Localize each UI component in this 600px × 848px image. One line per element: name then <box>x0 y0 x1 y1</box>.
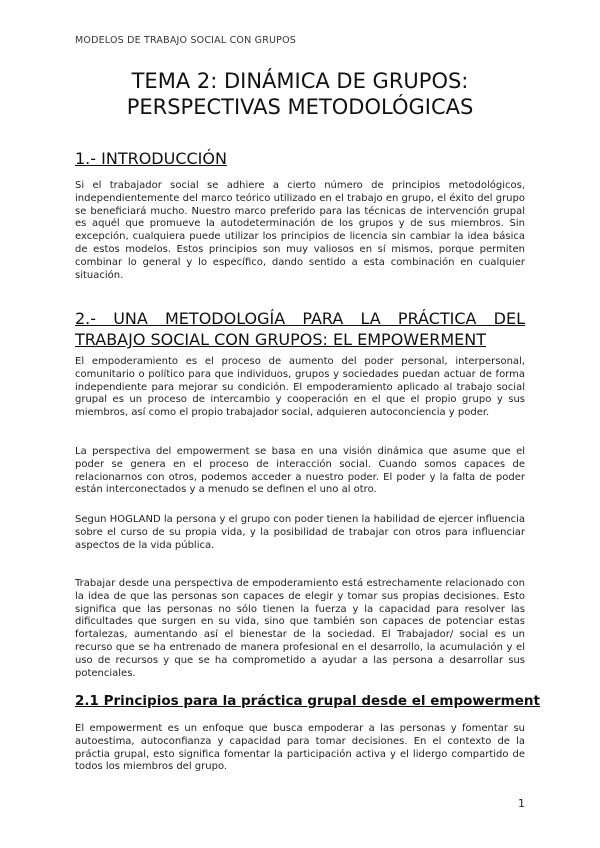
title-line-1: TEMA 2: DINÁMICA DE GRUPOS: <box>131 69 469 93</box>
paragraph-principios: El empowerment es un enfoque que busca empoderar a las personas y fomentar su autoestima, autoconfianza y capacidad para tomar decisiones. En el contexto de la práctia grupal, esto significa fomentar la participación activa y el lidergo compartido de todos los miembros del grupo. <box>75 723 525 773</box>
paragraph-empoderamiento-definicion: El empoderamiento es el proceso de aumento del poder personal, interpersonal, comunitario o político para que individuos, grupos y sociedades puedan actuar de forma independiente para mejorar su condición. El empoderamiento aplicado al trabajo social grupal es un proceso de intercambio y cooperación en el que el propio grupo y sus miembros, así como el propio trabajador social, adquieren autoconciencia y poder. <box>75 356 525 419</box>
page-number: 1 <box>518 797 525 810</box>
title-line-2: PERSPECTIVAS METODOLÓGICAS <box>126 95 474 119</box>
section-heading-empowerment: 2.- UNA METODOLOGÍA PARA LA PRÁCTICA DEL TRABAJO SOCIAL CON GRUPOS: EL EMPOWERMENT <box>75 309 525 349</box>
paragraph-hogland: Segun HOGLAND la persona y el grupo con poder tienen la habilidad de ejercer influencia sobre el curso de su propia vida, y la posibilidad de trabajar con otros para influenciar aspectos de la vida pública. <box>75 514 525 551</box>
paragraph-perspectiva-empowerment: La perspectiva del empowerment se basa en una visión dinámica que asume que el poder se genera en el proceso de interacción social. Cuando somos capaces de relacionarnos con otros, podemos acceder a nuestro poder. El poder y la falta de poder están interconectados y a menudo se definen el uno al otro. <box>75 446 525 496</box>
running-header: MODELOS DE TRABAJO SOCIAL CON GRUPOS <box>75 35 296 46</box>
section-heading-introduccion: 1.- INTRODUCCIÓN <box>75 149 227 168</box>
paragraph-trabajar-empoderamiento: Trabajar desde una perspectiva de empoderamiento está estrechamente relacionado con la idea de que las personas son capaces de elegir y tomar sus propias decisiones. Esto significa que las personas no sólo tienen la fuerza y la capacidad para resolver las dificultades que surgen en su vida, sino que también son capaces de potenciar estas fortalezas, aumentando así el bienestar de la sociedad. El Trabajador/ social es un recurso que se ha entrenado de manera profesional en el desarrollo, la acumulación y el uso de recursos y que se ha comprometido a ayudar a las persona a desarrollar sus potenciales. <box>75 578 525 679</box>
paragraph-introduccion: Si el trabajador social se adhiere a cierto número de principios metodológicos, independientemente del marco teórico utilizado en el trabajo en grupo, el éxito del grupo se beneficiará mucho. Nuestro marco preferido para las técnicas de intervención grupal es aquél que promueve la autodeterminación de los grupos y de sus miembros. Sin excepción, cualquiera puede utilizar los principios de licencia sin cambiar la idea básica de estos modelos. Estos principios son muy valiosos en sí mismos, porque permiten combinar lo general y lo específico, dando sentido a esta combinación en cualquier situación. <box>75 180 525 281</box>
document-title <box>40 68 560 120</box>
subsection-heading-principios: 2.1 Principios para la práctica grupal desde el empowerment <box>75 693 540 709</box>
